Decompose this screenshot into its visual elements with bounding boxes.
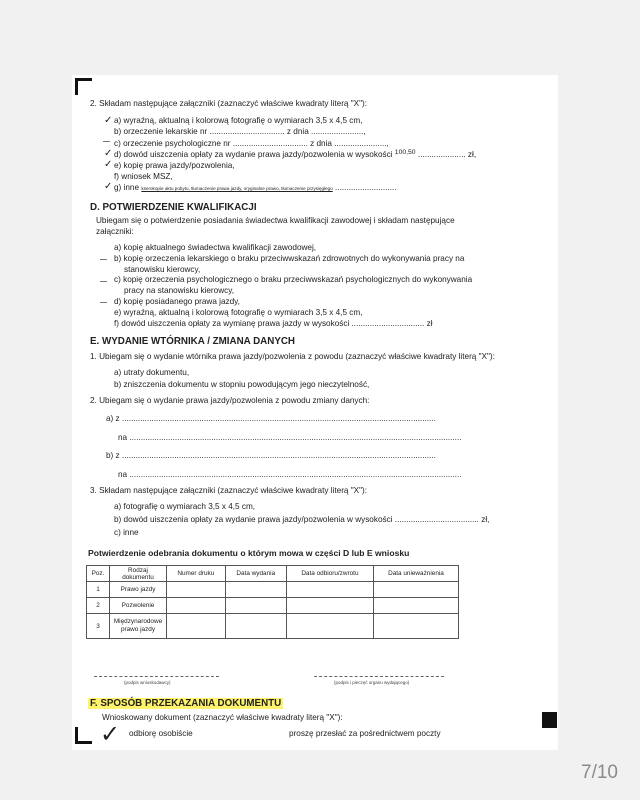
header-type: Rodzaj dokumentu	[110, 566, 167, 582]
item-other: g) inne kserokopie aktu pobytu, tłumaczenie prawa jazdy, oryginalne prawo, tłumaczenie przysięgłego ...........................	[114, 183, 397, 192]
cell-empty[interactable]	[286, 582, 373, 598]
cell-empty[interactable]	[225, 614, 286, 639]
header-issue-date: Data wydania	[225, 566, 286, 582]
change-from-a: a) z ..........................................................................................................................................	[106, 414, 436, 423]
e-item-a: a) utraty dokumentu,	[114, 368, 190, 377]
signature-note-right: (podpis i pieczęć organu wydającego)	[334, 680, 410, 685]
section-f-intro: Wnioskowany dokument (zaznaczyć właściwe kwadraty literą "X"):	[102, 713, 343, 722]
cell-empty[interactable]	[373, 582, 458, 598]
section-e-p3: 3. Składam następujące załączniki (zaznaczyć właściwe kwadraty literą "X"):	[90, 486, 368, 495]
corner-mark-square	[542, 712, 557, 728]
d-item-c: c) kopię orzeczenia psychologicznego o braku przeciwwskazań psychologicznych do wykonywania	[114, 275, 473, 284]
change-to-a: na ..................................................................................................................................................	[118, 433, 462, 442]
receipt-title: Potwierdzenie odebrania dokumentu o którym mowa w części D lub E wniosku	[88, 548, 410, 558]
d-item-d: d) kopię posiadanego prawa jazdy,	[114, 297, 240, 306]
checkbox-empty[interactable]	[100, 281, 107, 282]
header-poz: Poz.	[87, 566, 110, 582]
checkbox-empty[interactable]	[100, 259, 107, 260]
delivery-option-post[interactable]: proszę przesłać za pośrednictwem poczty	[289, 729, 441, 738]
cell-empty[interactable]	[286, 614, 373, 639]
check-mark-icon: ✓	[104, 115, 113, 126]
delivery-option-personal[interactable]: odbiorę osobiście	[129, 729, 193, 738]
check-mark-icon: ✓	[104, 181, 113, 192]
header-number: Numer druku	[167, 566, 226, 582]
cell-empty[interactable]	[373, 614, 458, 639]
change-label: na	[118, 470, 128, 479]
change-label: na	[118, 433, 128, 442]
e3-item-c: c) inne	[114, 528, 139, 537]
section-e-p2: 2. Ubiegam się o wydanie prawa jazdy/pozwolenia z powodu zmiany danych:	[90, 396, 370, 405]
item-other-text: kserokopie aktu pobytu, tłumaczenie prawa jazdy, oryginalne prawo, tłumaczenie przysięgłego	[141, 186, 333, 191]
item-license-copy: e) kopię prawa jazdy/pozwolenia,	[114, 161, 235, 170]
fee-suffix: ..................... zł,	[417, 150, 477, 159]
d-item-e: e) wyraźną, aktualną i kolorową fotografię o wymiarach 3,5 x 4,5 cm,	[114, 308, 363, 317]
change-to-b: na ..................................................................................................................................................	[118, 470, 462, 479]
page-indicator: 7/10	[581, 762, 618, 783]
item-other-label: g) inne	[114, 183, 140, 192]
cell-empty[interactable]	[167, 598, 226, 614]
cell-empty[interactable]	[167, 614, 226, 639]
checkbox-empty[interactable]	[103, 141, 110, 142]
table-row	[87, 582, 459, 598]
section-f-title	[88, 699, 283, 709]
checkbox-empty[interactable]	[100, 302, 107, 303]
section-e-p1: 1. Ubiegam się o wydanie wtórnika prawa jazdy/pozwolenia z powodu (zaznaczyć właściwe kwadraty literą "X"):	[90, 352, 495, 361]
item-photo: a) wyraźną, aktualną i kolorową fotografię o wymiarach 3,5 x 4,5 cm,	[114, 116, 363, 125]
check-mark-icon: ✓	[104, 159, 113, 170]
table-row	[87, 614, 459, 639]
corner-mark-top-left	[75, 78, 92, 95]
change-label: a) z	[106, 414, 120, 423]
row-poz: 3	[87, 614, 110, 639]
receipt-table	[86, 565, 459, 639]
item-psych: c) orzeczenie psychologiczne nr ................................. z dnia .......................,	[114, 139, 389, 148]
d-item-a: a) kopię aktualnego świadectwa kwalifikacji zawodowej,	[114, 243, 317, 252]
change-label: b) z	[106, 451, 120, 460]
corner-mark-bottom-left	[75, 727, 92, 744]
signature-note-left: (podpis wnioskodawcy)	[124, 680, 171, 685]
check-mark-icon: ✓	[100, 721, 121, 748]
e-item-b: b) zniszczenia dokumentu w stopniu powodującym jego nieczytelność,	[114, 380, 370, 389]
row-type: Pozwolenie	[110, 598, 167, 614]
d-item-f: f) dowód uiszczenia opłaty za wymianę prawa jazdy w wysokości ................................ zł	[114, 319, 433, 328]
cell-empty[interactable]	[225, 598, 286, 614]
signature-line-left	[94, 676, 219, 677]
attachments-intro: 2. Składam następujące załączniki (zaznaczyć właściwe kwadraty literą "X"):	[90, 99, 368, 108]
row-poz: 2	[87, 598, 110, 614]
item-medical: b) orzeczenie lekarskie nr ................................. z dnia .......................,	[114, 127, 366, 136]
header-void-date: Data unieważnienia	[373, 566, 458, 582]
header-pickup-date: Data odbioru/zwrotu	[286, 566, 373, 582]
d-item-b: b) kopię orzeczenia lekarskiego o braku przeciwwskazań zdrowotnych do wykonywania pracy na	[114, 254, 465, 263]
signature-line-right	[314, 676, 444, 677]
cell-empty[interactable]	[286, 598, 373, 614]
item-msz: f) wniosek MSZ,	[114, 172, 173, 181]
document-page	[72, 75, 558, 750]
fee-value: 100,50	[394, 149, 416, 156]
cell-empty[interactable]	[225, 582, 286, 598]
section-d-intro-1: Ubiegam się o potwierdzenie posiadania świadectwa kwalifikacji zawodowej i składam następujące	[96, 216, 455, 225]
e3-item-b: b) dowód uiszczenia opłaty za wydanie prawa jazdy/pozwolenia w wysokości ..................................... zł,	[114, 515, 490, 524]
cell-empty[interactable]	[373, 598, 458, 614]
d-item-c-cont: pracy na stanowisku kierowcy,	[124, 286, 234, 295]
section-e-title: E. WYDANIE WTÓRNIKA / ZMIANA DANYCH	[90, 336, 295, 347]
section-d-intro-2: załączniki:	[96, 227, 134, 236]
section-d-title: D. POTWIERDZENIE KWALIFIKACJI	[90, 202, 257, 213]
d-item-b-cont: stanowisku kierowcy,	[124, 265, 201, 274]
row-type: Międzynarodowe prawo jazdy	[110, 614, 167, 639]
item-fee-label: d) dowód uiszczenia opłaty za wydanie prawa jazdy/pozwolenia w wysokości	[114, 150, 393, 159]
table-header-row	[87, 566, 459, 582]
row-type: Prawo jazdy	[110, 582, 167, 598]
row-poz: 1	[87, 582, 110, 598]
check-mark-icon: ✓	[104, 148, 113, 159]
item-fee	[114, 151, 476, 160]
e3-item-a: a) fotografię o wymiarach 3,5 x 4,5 cm,	[114, 502, 256, 511]
change-from-b: b) z ..........................................................................................................................................	[106, 451, 436, 460]
table-row	[87, 598, 459, 614]
cell-empty[interactable]	[167, 582, 226, 598]
section-f-title-text: F. SPOSÓB PRZEKAZANIA DOKUMENTU	[90, 698, 282, 709]
